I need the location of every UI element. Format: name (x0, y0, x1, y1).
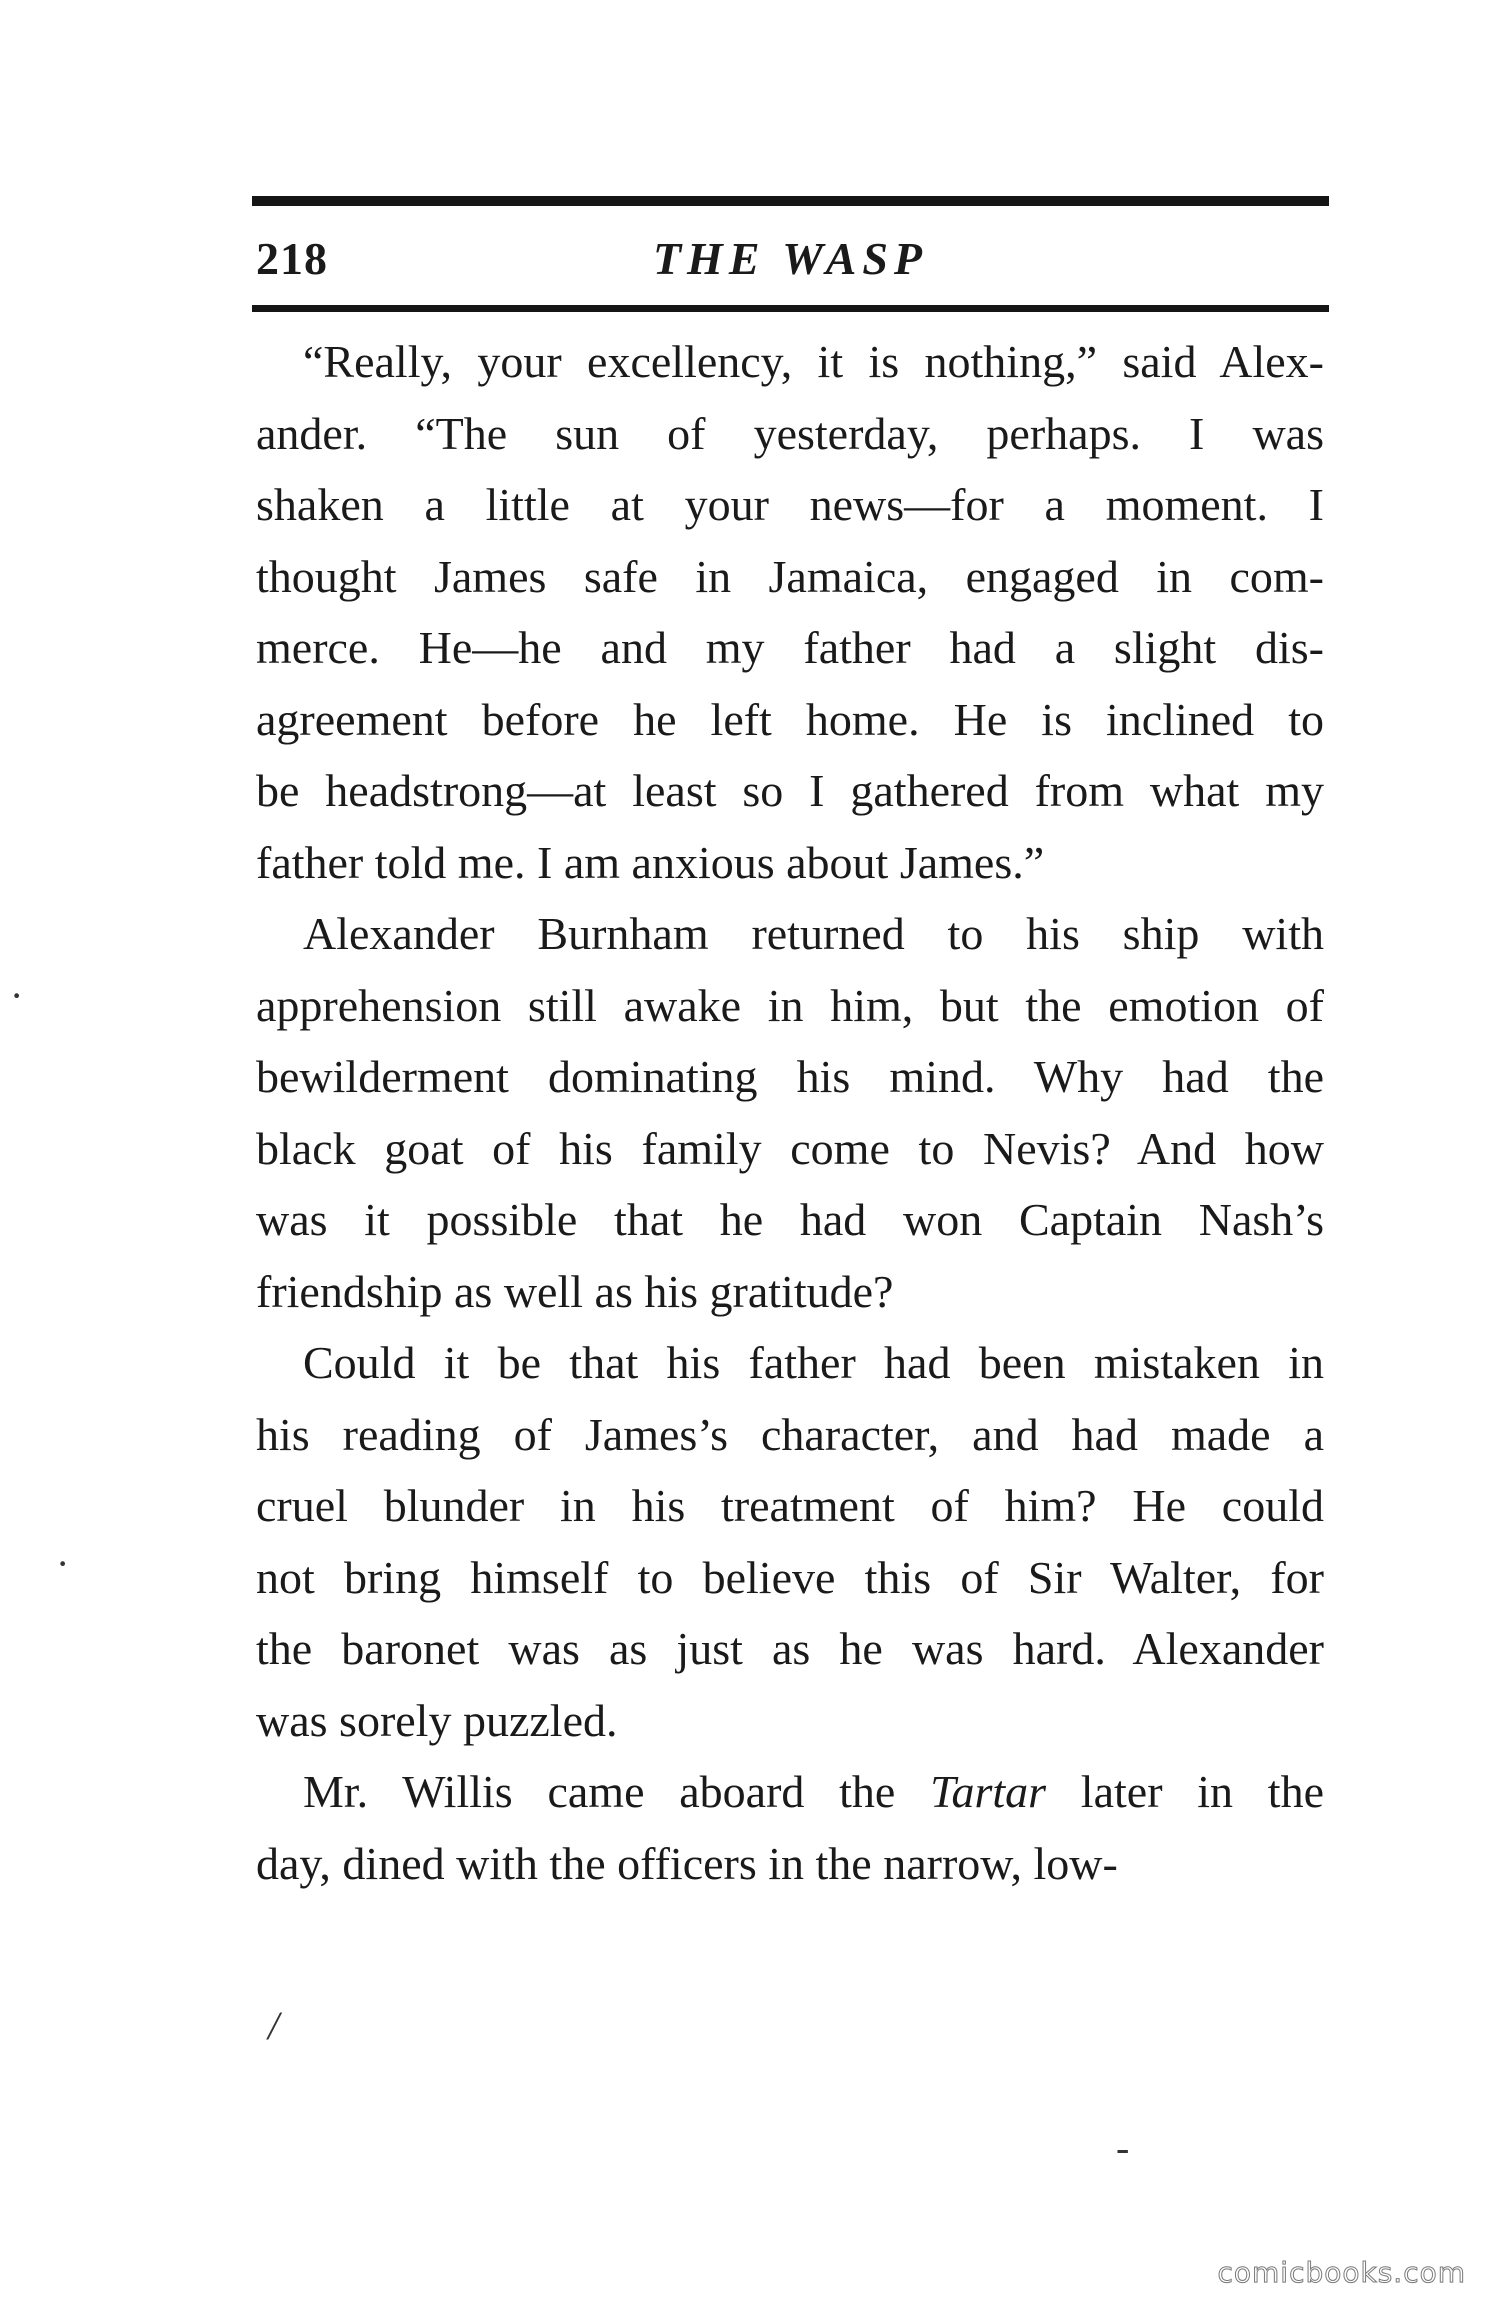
book-title: THE WASP (652, 233, 929, 284)
text-line: black goat of his family come to Nevis? And how (256, 1122, 1324, 1174)
text-fragment: Mr. Willis came aboard the (303, 1766, 931, 1817)
text-line: not bring himself to believe this of Sir Walter, for (256, 1551, 1324, 1603)
text-line: merce. He—he and my father had a slight dis- (256, 622, 1324, 673)
text-fragment: later in the (1046, 1766, 1324, 1817)
text-line: cruel blunder in his treatment of him? He could (256, 1480, 1324, 1531)
text-line: friendship as well as his gratitude? (256, 1265, 894, 1317)
text-line: father told me. I am anxious about James.” (256, 836, 1045, 888)
body-text (256, 326, 1324, 1899)
running-head (252, 226, 1329, 296)
text-line: was it possible that he had won Captain Nash’s (256, 1194, 1324, 1245)
text-line: Alexander Burnham returned to his ship with (303, 908, 1324, 959)
watermark: comicbooks.com (1217, 2256, 1466, 2289)
text-line: apprehension still awake in him, but the emotion of (256, 979, 1324, 1031)
text-line: shaken a little at your news—for a moment. I (256, 479, 1324, 530)
stray-dot-mark: · (10, 973, 24, 1018)
stray-dot-mark: · (56, 1541, 70, 1586)
text-line: Could it be that his father had been mistaken in (303, 1337, 1324, 1388)
text-line: agreement before he left home. He is inclined to (256, 693, 1324, 745)
text-line-willis (256, 1756, 1324, 1828)
header-rule-bottom (252, 305, 1329, 312)
text-line: his reading of James’s character, and had made a (256, 1408, 1324, 1460)
stray-tick-mark: / (268, 2003, 280, 2048)
text-line: bewilderment dominating his mind. Why had the (256, 1051, 1324, 1102)
page-number: 218 (256, 233, 328, 284)
text-line: day, dined with the officers in the narrow, low- (256, 1837, 1118, 1889)
header-rule-top (252, 196, 1329, 206)
text-line: was sorely puzzled. (256, 1694, 618, 1746)
stray-dash-mark: - (1116, 2125, 1130, 2170)
text-line: be headstrong—at least so I gathered from what my (256, 765, 1324, 816)
ship-name: Tartar (930, 1766, 1047, 1817)
text-line: ander. “The sun of yesterday, perhaps. I was (256, 407, 1324, 459)
text-line: the baronet was as just as he was hard. Alexander (256, 1623, 1324, 1674)
text-line: “Really, your excellency, it is nothing,” said Alex- (303, 336, 1324, 387)
text-line: thought James safe in Jamaica, engaged in com- (256, 550, 1324, 602)
